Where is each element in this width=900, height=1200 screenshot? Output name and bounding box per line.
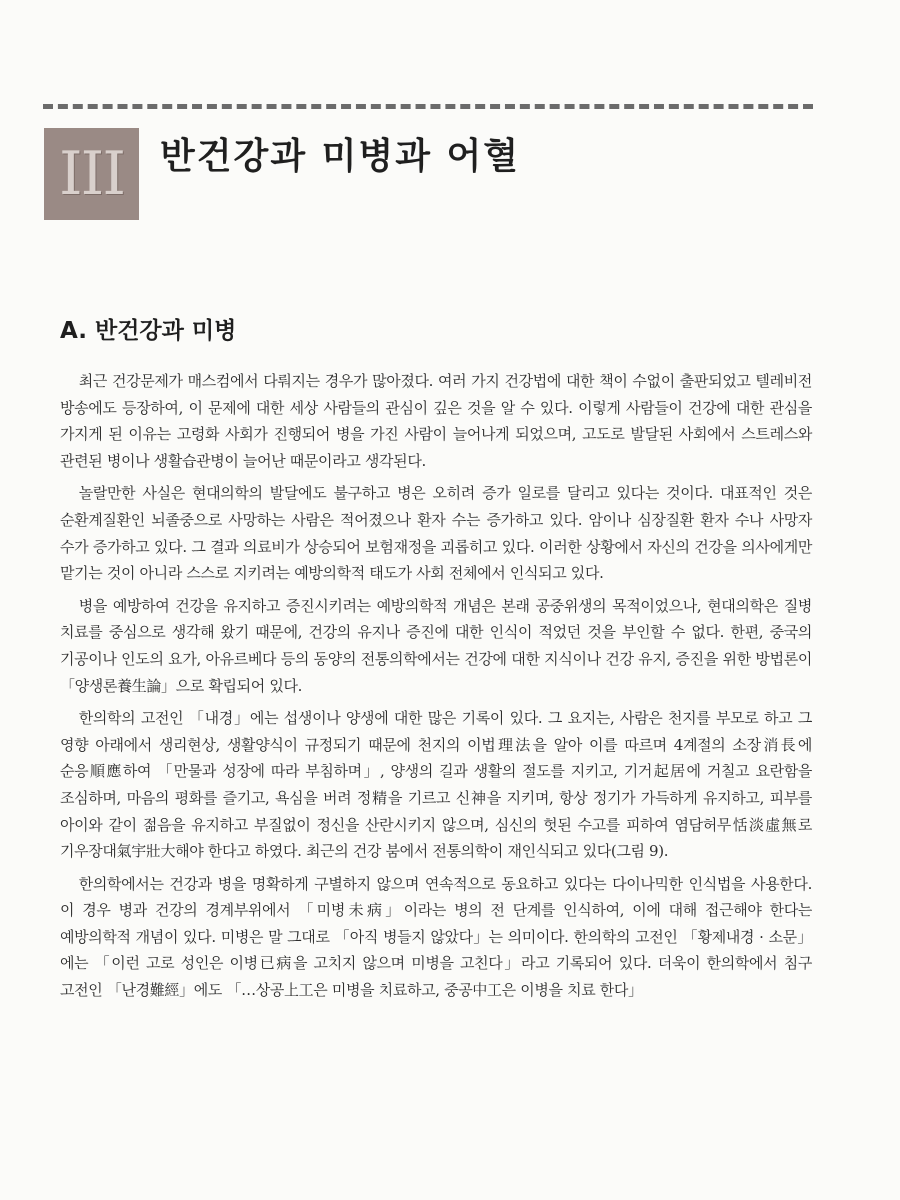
- top-dashed-rule: [43, 104, 813, 109]
- chapter-title: 반건강과 미병과 어혈: [160, 136, 521, 177]
- paragraph-5: 한의학에서는 건강과 병을 명확하게 구별하지 않으며 연속적으로 동요하고 있다는 다이나믹한 인식법을 사용한다. 이 경우 병과 건강의 경계부위에서 「미병未病」이라는 병의 전 단계를 인식하여, 이에 대해 접근해야 한다는 예방의학적 개념이 있다. 미병은 말 그대로 「아직 병들지 않았다」는 의미이다. 한의학의 고전인 「황제내경 · 소문」에는 「이런 고로 성인은 이병已病을 고치지 않으며 미병을 고친다」라고 기록되어 있다. 더욱이 한의학에서 침구 고전인 「난경難經」에도 「…상공上工은 미병을 치료하고, 중공中工은 이병을 치료 한다」: [60, 874, 812, 1000]
- chapter-number-box: [44, 128, 139, 220]
- section-heading: A. 반건강과 미병: [60, 318, 237, 344]
- chapter-numeral: III: [58, 139, 125, 209]
- paragraph-1: 최근 건강문제가 매스컴에서 다뤄지는 경우가 많아졌다. 여러 가지 건강법에 대한 책이 수없이 출판되었고 텔레비전 방송에도 등장하여, 이 문제에 대한 세상 사람들의 관심이 깊은 것을 알 수 있다. 이렇게 사람들이 건강에 대한 관심을 가지게 된 이유는 고령화 사회가 진행되어 병을 가진 사람이 늘어나게 되었으며, 고도로 발달된 사회에서 스트레스와 관련된 병이나 생활습관병이 늘어난 때문이라고 생각된다.: [60, 372, 812, 470]
- paragraph-2: 놀랄만한 사실은 현대의학의 발달에도 불구하고 병은 오히려 증가 일로를 달리고 있다는 것이다. 대표적인 것은 순환계질환인 뇌졸중으로 사망하는 사람은 적어졌으나 환자 수는 증가하고 있다. 암이나 심장질환 환자 수나 사망자 수가 증가하고 있다. 그 결과 의료비가 상승되어 보험재정을 괴롭히고 있다. 이러한 상황에서 자신의 건강을 의사에게만 맡기는 것이 아니라 스스로 지키려는 예방의학적 태도가 사회 전체에서 인식되고 있다.: [60, 484, 812, 583]
- paragraph-3: 병을 예방하여 건강을 유지하고 증진시키려는 예방의학적 개념은 본래 공중위생의 목적이었으나, 현대의학은 질병 치료를 중심으로 생각해 왔기 때문에, 건강의 유지나 증진에 대한 인식이 적었던 것을 부인할 수 없다. 한편, 중국의 기공이나 인도의 요가, 아유르베다 등의 동양의 전통의학에서는 건강에 대한 지식이나 건강 유지, 증진을 위한 방법론이 「양생론養生論」으로 확립되어 있다.: [60, 596, 812, 695]
- paragraph-4: 한의학의 고전인 「내경」에는 섭생이나 양생에 대한 많은 기록이 있다. 그 요지는, 사람은 천지를 부모로 하고 그 영향 아래에서 생리현상, 생활양식이 규정되기 때문에 천지의 이법理法을 알아 이를 따르며 4계절의 소장消長에 순응順應하여 「만물과 성장에 따라 부침하며」, 양생의 길과 생활의 절도를 지키고, 기거起居에 거칠고 요란함을 조심하며, 마음의 평화를 즐기고, 욕심을 버려 정精을 기르고 신神을 지키며, 항상 정기가 가득하게 유지하고, 피부를 아이와 같이 젊음을 유지하고 부질없이 정신을 산란시키지 않으며, 심신의 헛된 수고를 피하여 염담허무恬淡虛無로 기우장대氣宇壯大해야 한다고 하였다. 최근의 건강 붐에서 전통의학이 재인식되고 있다(그림 9).: [60, 709, 812, 861]
- body-text: [60, 368, 812, 1010]
